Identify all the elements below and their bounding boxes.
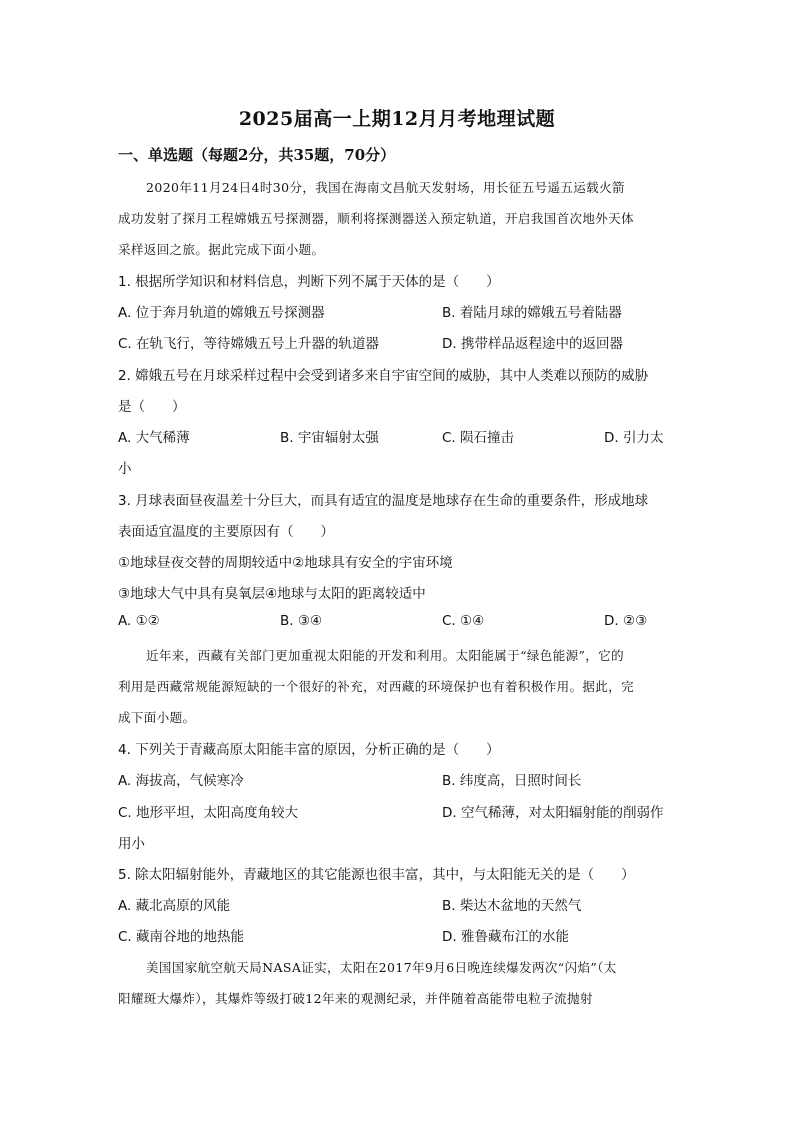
question-3-items-line-1: ①地球昼夜交替的周期较适中②地球具有安全的宇宙环境 <box>118 555 453 571</box>
exam-title: 2025届高一上期12月月考地理试题 <box>238 108 556 130</box>
question-3-items-line-2: ③地球大气中具有臭氧层④地球与太阳的距离较适中 <box>118 586 426 602</box>
material-1-line-3: 采样返回之旅。据此完成下面小题。 <box>118 242 325 257</box>
question-2-stem-line-2: 是（ ） <box>118 399 186 415</box>
question-2-option-d: D. 引力太 <box>604 430 664 446</box>
question-5-option-c: C. 藏南谷地的地热能 <box>118 929 245 945</box>
question-3-stem-line-2: 表面适宜温度的主要原因有（ ） <box>118 524 334 540</box>
question-2-option-a: A. 大气稀薄 <box>118 430 190 446</box>
question-4-option-a: A. 海拔高，气候寒冷 <box>118 773 244 789</box>
question-3-option-c: C. ①④ <box>442 613 485 629</box>
material-1-line-1: 2020年11月24日4时30分，我国在海南文昌航天发射场，用长征五号遥五运载火箭 <box>146 180 625 195</box>
question-2-stem-line-1: 2. 嫦娥五号在月球采样过程中会受到诸多来自宇宙空间的威胁，其中人类难以预防的威胁 <box>118 368 649 384</box>
question-4-option-b: B. 纬度高，日照时间长 <box>442 773 582 789</box>
question-1-option-b: B. 着陆月球的嫦娥五号着陆器 <box>442 305 622 321</box>
question-5-option-d: D. 雅鲁藏布江的水能 <box>442 929 569 945</box>
question-3-option-b: B. ③④ <box>280 613 323 629</box>
material-2-line-3: 成下面小题。 <box>118 710 196 725</box>
section-heading: 一、单选题（每题2分，共35题，70分） <box>118 146 396 164</box>
question-1-option-d: D. 携带样品返程途中的返回器 <box>442 336 623 352</box>
material-1-line-2: 成功发射了探月工程嫦娥五号探测器，顺利将探测器送入预定轨道，开启我国首次地外天体 <box>118 211 635 226</box>
question-4-option-d-wrap: 用小 <box>118 836 145 852</box>
question-2-option-d-wrap: 小 <box>118 461 132 477</box>
question-4-option-d: D. 空气稀薄，对太阳辐射能的削弱作 <box>442 805 664 821</box>
question-5-stem: 5. 除太阳辐射能外，青藏地区的其它能源也很丰富，其中，与太阳能无关的是（ ） <box>118 867 635 883</box>
question-1-stem: 1. 根据所学知识和材料信息，判断下列不属于天体的是（ ） <box>118 274 500 290</box>
question-4-stem: 4. 下列关于青藏高原太阳能丰富的原因，分析正确的是（ ） <box>118 742 500 758</box>
material-2-line-2: 利用是西藏常规能源短缺的一个很好的补充，对西藏的环境保护也有着积极作用。据此，完 <box>118 679 635 694</box>
question-3-option-a: A. ①② <box>118 613 160 629</box>
question-3-option-d: D. ②③ <box>604 613 648 629</box>
question-3-stem-line-1: 3. 月球表面昼夜温差十分巨大，而具有适宜的温度是地球存在生命的重要条件，形成地球 <box>118 493 649 509</box>
question-4-option-c: C. 地形平坦，太阳高度角较大 <box>118 805 299 821</box>
question-2-option-c: C. 陨石撞击 <box>442 430 515 446</box>
question-5-option-b: B. 柴达木盆地的天然气 <box>442 898 582 914</box>
material-2-line-1: 近年来，西藏有关部门更加重视太阳能的开发和利用。太阳能属于“绿色能源”，它的 <box>146 648 624 663</box>
question-1-option-c: C. 在轨飞行，等待嫦娥五号上升器的轨道器 <box>118 336 380 352</box>
question-2-option-b: B. 宇宙辐射太强 <box>280 430 379 446</box>
material-3-line-2: 阳耀斑大爆炸），其爆炸等级打破12年来的观测纪录，并伴随着高能带电粒子流抛射 <box>118 991 593 1006</box>
question-1-option-a: A. 位于奔月轨道的嫦娥五号探测器 <box>118 305 325 321</box>
question-5-option-a: A. 藏北高原的风能 <box>118 898 231 914</box>
material-3-line-1: 美国国家航空航天局NASA证实，太阳在2017年9月6日晚连续爆发两次“闪焰”（太 <box>146 960 617 975</box>
